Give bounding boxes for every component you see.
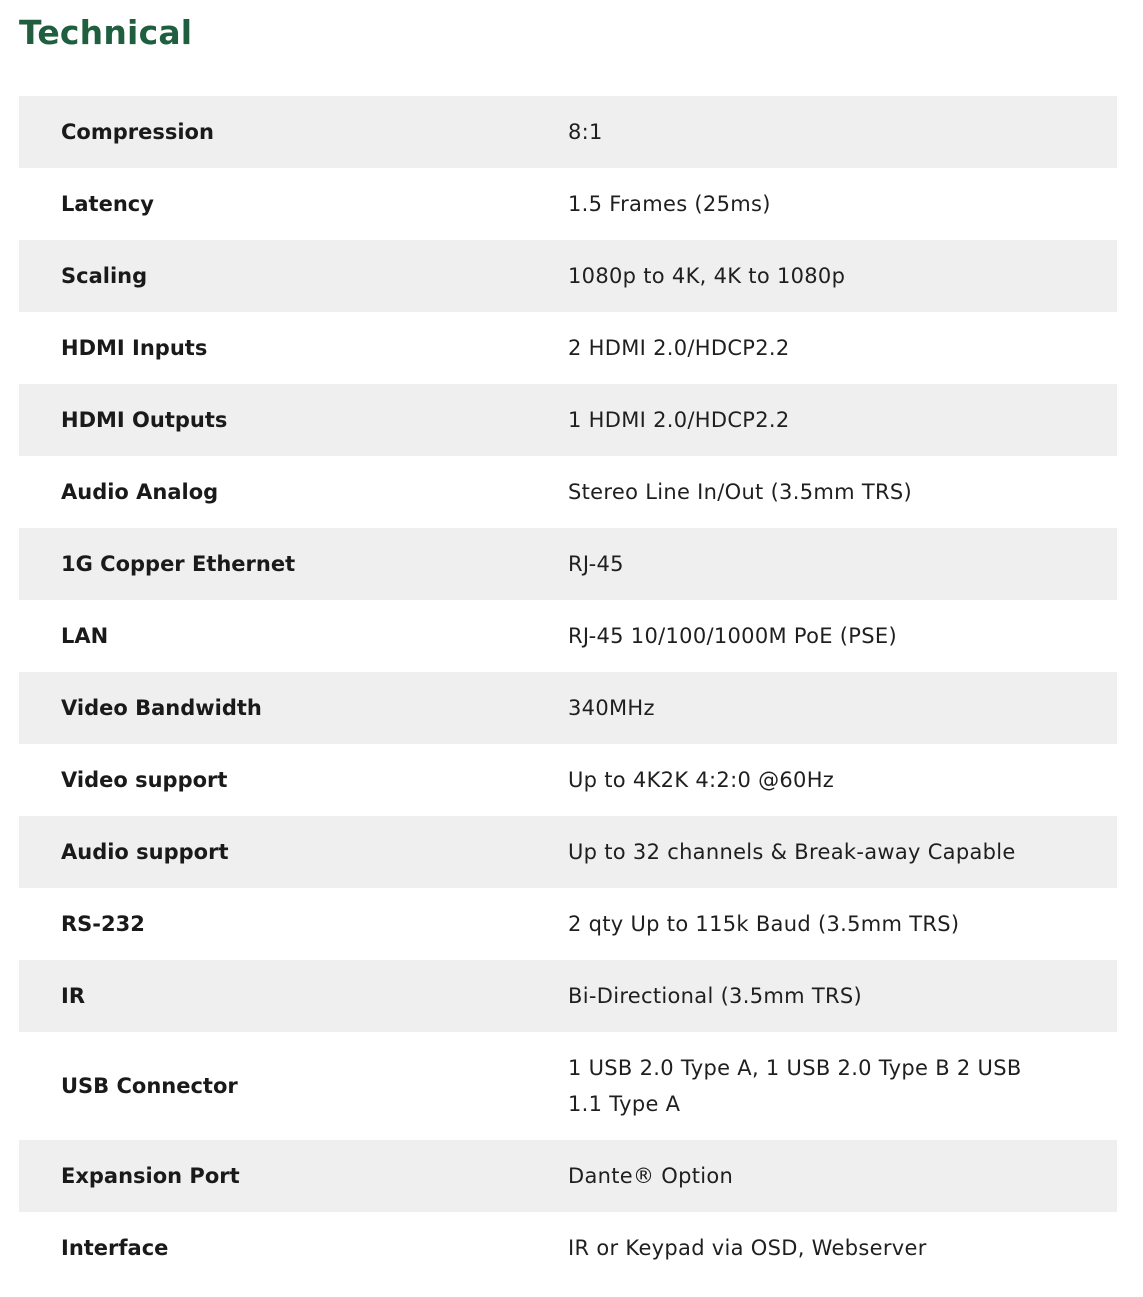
spec-label: Video support xyxy=(61,768,228,792)
spec-label: Video Bandwidth xyxy=(61,696,262,720)
spec-value: 1 USB 2.0 Type A, 1 USB 2.0 Type B 2 USB 1.1 Type A xyxy=(568,1056,1022,1116)
spec-value: Stereo Line In/Out (3.5mm TRS) xyxy=(568,480,912,504)
spec-value: 1080p to 4K, 4K to 1080p xyxy=(568,264,846,288)
spec-value: 2 qty Up to 115k Baud (3.5mm TRS) xyxy=(568,912,960,936)
spec-value: RJ-45 10/100/1000M PoE (PSE) xyxy=(568,624,897,648)
spec-label: HDMI Inputs xyxy=(61,336,208,360)
spec-label: RS-232 xyxy=(61,912,145,936)
spec-table xyxy=(19,96,1117,1284)
spec-row xyxy=(19,456,1117,528)
spec-value: 1.5 Frames (25ms) xyxy=(568,192,771,216)
spec-value: Up to 32 channels & Break-away Capable xyxy=(568,840,1016,864)
spec-label: IR xyxy=(61,984,85,1008)
spec-row xyxy=(19,96,1117,168)
spec-row xyxy=(19,816,1117,888)
spec-label: Latency xyxy=(61,192,154,216)
spec-label: LAN xyxy=(61,624,109,648)
spec-row xyxy=(19,528,1117,600)
spec-value: Bi-Directional (3.5mm TRS) xyxy=(568,984,862,1008)
spec-value: Up to 4K2K 4:2:0 @60Hz xyxy=(568,768,835,792)
spec-value: 8:1 xyxy=(568,120,603,144)
spec-row xyxy=(19,240,1117,312)
spec-label: Compression xyxy=(61,120,214,144)
spec-value: 1 HDMI 2.0/HDCP2.2 xyxy=(568,408,790,432)
spec-label: 1G Copper Ethernet xyxy=(61,552,296,576)
spec-row xyxy=(19,1140,1117,1212)
spec-row xyxy=(19,888,1117,960)
spec-row xyxy=(19,384,1117,456)
spec-value: RJ-45 xyxy=(568,552,624,576)
spec-row xyxy=(19,168,1117,240)
spec-row xyxy=(19,744,1117,816)
section-title: Technical xyxy=(19,13,193,52)
spec-row xyxy=(19,1212,1117,1284)
spec-label: Interface xyxy=(61,1236,169,1260)
spec-label: USB Connector xyxy=(61,1074,238,1098)
spec-label: HDMI Outputs xyxy=(61,408,228,432)
spec-label: Audio Analog xyxy=(61,480,219,504)
spec-label: Audio support xyxy=(61,840,229,864)
spec-row xyxy=(19,312,1117,384)
spec-label: Scaling xyxy=(61,264,148,288)
spec-label: Expansion Port xyxy=(61,1164,240,1188)
spec-value: IR or Keypad via OSD, Webserver xyxy=(568,1236,927,1260)
spec-row xyxy=(19,960,1117,1032)
spec-value: 340MHz xyxy=(568,696,655,720)
spec-row xyxy=(19,672,1117,744)
spec-value: 2 HDMI 2.0/HDCP2.2 xyxy=(568,336,790,360)
spec-row xyxy=(19,1032,1117,1140)
spec-value: Dante® Option xyxy=(568,1164,734,1188)
spec-row xyxy=(19,600,1117,672)
